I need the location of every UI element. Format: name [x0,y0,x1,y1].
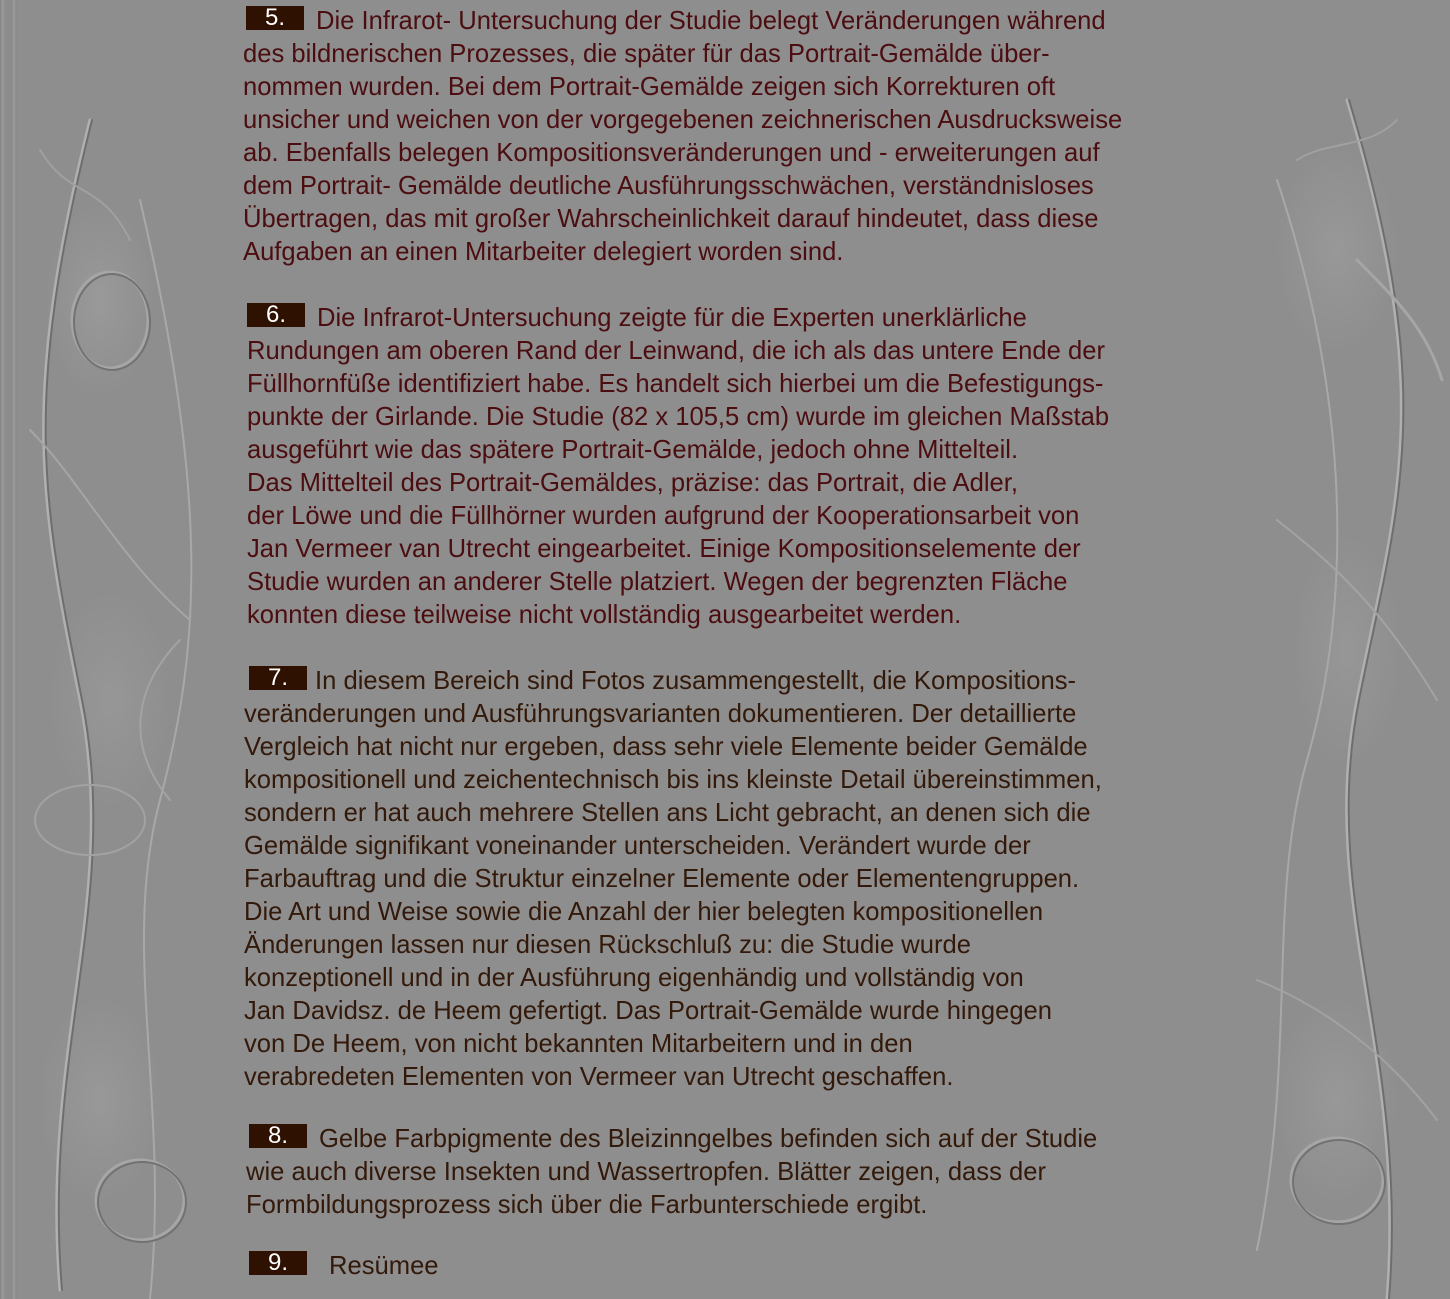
section-line: Jan Davidsz. de Heem gefertigt. Das Portrait-Gemälde wurde hingegen [244,997,1053,1025]
section-line: Aufgaben an einen Mitarbeiter delegiert worden sind. [243,238,844,266]
section-line: Studie wurden an anderer Stelle platziert. Wegen der begrenzten Fläche [247,568,1068,596]
section-heading-resumee: Resümee [329,1252,439,1280]
section-line [247,302,1109,335]
section-line [243,5,1122,38]
section-line: dem Portrait- Gemälde deutliche Ausführungsschwächen, verständnisloses [243,172,1094,200]
section-line: konzeptionell und in der Ausführung eigenhändig und vollständig von [244,964,1024,992]
section-line: Vergleich hat nicht nur ergeben, dass sehr viele Elemente beider Gemälde [244,733,1088,761]
section-line: ausgeführt wie das spätere Portrait-Gemälde, jedoch ohne Mittelteil. [247,436,1019,464]
section-line: sondern er hat auch mehrere Stellen ans Licht gebracht, an denen sich die [244,799,1091,827]
section-text: Die Infrarot-Untersuchung zeigte für die Experten unerklärliche [317,304,1027,332]
section-9 [249,1250,439,1283]
section-line [249,1250,439,1283]
section-line: Füllhornfüße identifiziert habe. Es handelt sich hierbei um die Befestigungs- [247,370,1104,398]
section-number-badge: 7. [249,666,307,690]
section-line: Formbildungsprozess sich über die Farbunterschiede ergibt. [246,1191,928,1219]
botanical-relief-right-image [1237,0,1450,1299]
section-line: kompositionell und zeichentechnisch bis ins kleinste Detail übereinstimmen, [244,766,1102,794]
section-line: veränderungen und Ausführungsvarianten dokumentieren. Der detaillierte [244,700,1077,728]
section-line: Änderungen lassen nur diesen Rückschluß zu: die Studie wurde [244,931,972,959]
section-6 [247,302,1109,632]
section-line: wie auch diverse Insekten und Wassertropfen. Blätter zeigen, dass der [246,1158,1046,1186]
section-text: Gelbe Farbpigmente des Bleizinngelbes befinden sich auf der Studie [319,1125,1098,1153]
section-line: konnten diese teilweise nicht vollständig ausgearbeitet werden. [247,601,962,629]
section-line: der Löwe und die Füllhörner wurden aufgrund der Kooperationsarbeit von [247,502,1080,530]
section-line: von De Heem, von nicht bekannten Mitarbeitern und in den [244,1030,913,1058]
section-line: ab. Ebenfalls belegen Kompositionsveränderungen und - erweiterungen auf [243,139,1100,167]
section-line: verabredeten Elementen von Vermeer van Utrecht geschaffen. [244,1063,954,1091]
section-text: Die Infrarot- Untersuchung der Studie belegt Veränderungen während [316,7,1106,35]
section-line: Übertragen, das mit großer Wahrscheinlichkeit darauf hindeutet, dass diese [243,205,1099,233]
section-line: Gemälde signifikant voneinander unterscheiden. Verändert wurde der [244,832,1031,860]
section-number-badge: 8. [249,1124,307,1148]
section-line [244,665,1102,698]
section-line: Jan Vermeer van Utrecht eingearbeitet. Einige Kompositionselemente der [247,535,1081,563]
section-line: Rundungen am oberen Rand der Leinwand, die ich als das untere Ende der [247,337,1105,365]
section-line: Die Art und Weise sowie die Anzahl der hier belegten kompositionellen [244,898,1044,926]
section-line: Das Mittelteil des Portrait-Gemäldes, präzise: das Portrait, die Adler, [247,469,1018,497]
section-7 [244,665,1102,1094]
section-line: nommen wurden. Bei dem Portrait-Gemälde zeigen sich Korrekturen oft [243,73,1056,101]
section-number-badge: 9. [249,1251,307,1275]
section-line: des bildnerischen Prozesses, die später für das Portrait-Gemälde über- [243,40,1050,68]
section-line [246,1123,1097,1156]
section-5 [243,5,1122,269]
section-line: punkte der Girlande. Die Studie (82 x 105,5 cm) wurde im gleichen Maßstab [247,403,1110,431]
section-number-badge: 5. [246,6,304,30]
section-line: unsicher und weichen von der vorgegebenen zeichnerischen Ausdrucksweise [243,106,1123,134]
section-line: Farbauftrag und die Struktur einzelner Elemente oder Elementengruppen. [244,865,1080,893]
section-text: In diesem Bereich sind Fotos zusammengestellt, die Kompositions- [315,667,1077,695]
section-8 [246,1123,1097,1222]
botanical-relief-left-image [0,0,214,1299]
decorative-relief-right [1237,0,1450,1299]
decorative-relief-left [0,0,214,1299]
section-number-badge: 6. [247,303,305,327]
